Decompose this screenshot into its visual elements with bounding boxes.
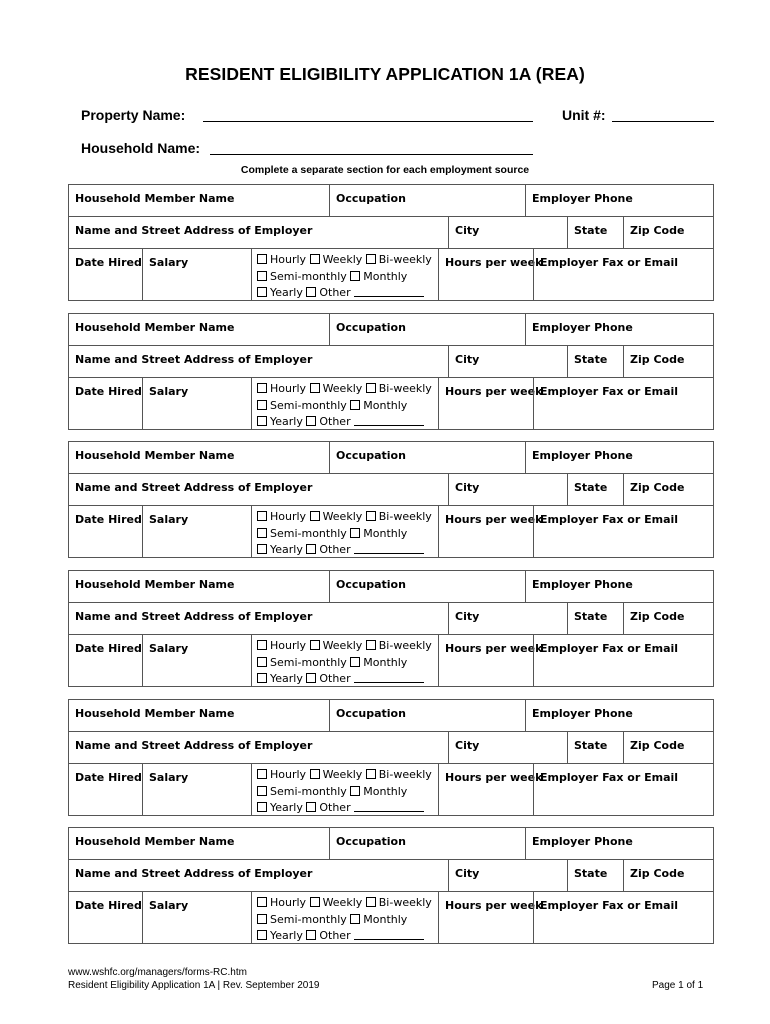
- column-divider: [438, 505, 439, 558]
- column-divider: [251, 377, 252, 430]
- column-divider: [251, 248, 252, 301]
- column-divider: [329, 828, 330, 859]
- row-divider: [69, 473, 713, 474]
- yearly-checkbox[interactable]: [257, 287, 267, 297]
- semimonthly-checkbox[interactable]: [257, 914, 267, 924]
- column-divider: [448, 859, 449, 891]
- weekly-checkbox[interactable]: [310, 254, 320, 264]
- monthly-checkbox[interactable]: [350, 786, 360, 796]
- monthly-checkbox[interactable]: [350, 271, 360, 281]
- column-divider: [448, 345, 449, 377]
- zip-code-cell[interactable]: Zip Code: [630, 481, 685, 494]
- column-divider: [533, 891, 534, 944]
- column-divider: [533, 505, 534, 558]
- semimonthly-checkbox[interactable]: [257, 528, 267, 538]
- column-divider: [533, 763, 534, 816]
- biweekly-checkbox[interactable]: [366, 511, 376, 521]
- weekly-label: Weekly: [322, 382, 363, 395]
- zip-code-cell[interactable]: Zip Code: [630, 610, 685, 623]
- row-divider: [69, 634, 713, 635]
- column-divider: [438, 634, 439, 687]
- unit-label: Unit #:: [562, 107, 606, 123]
- hours-per-week-cell[interactable]: Hours per week: [445, 385, 543, 398]
- column-divider: [525, 828, 526, 859]
- other-label: Other: [319, 672, 351, 686]
- other-label: Other: [319, 929, 351, 943]
- date-hired-cell[interactable]: Date Hired: [75, 771, 142, 784]
- employment-section: [68, 570, 714, 687]
- row-divider: [69, 505, 713, 506]
- row-divider: [69, 345, 713, 346]
- semimonthly-checkbox[interactable]: [257, 657, 267, 667]
- monthly-checkbox[interactable]: [350, 400, 360, 410]
- other-checkbox[interactable]: [306, 673, 316, 683]
- pay-frequency-options: [257, 381, 432, 431]
- employer-address-cell[interactable]: Name and Street Address of Employer: [75, 224, 313, 237]
- column-divider: [142, 891, 143, 944]
- column-divider: [142, 377, 143, 430]
- state-cell[interactable]: State: [574, 867, 608, 880]
- biweekly-checkbox[interactable]: [366, 769, 376, 779]
- zip-code-cell[interactable]: Zip Code: [630, 867, 685, 880]
- household-member-name-cell[interactable]: Household Member Name: [75, 449, 235, 462]
- hourly-checkbox[interactable]: [257, 769, 267, 779]
- column-divider: [329, 700, 330, 731]
- monthly-checkbox[interactable]: [350, 528, 360, 538]
- monthly-checkbox[interactable]: [350, 914, 360, 924]
- zip-code-cell[interactable]: Zip Code: [630, 224, 685, 237]
- column-divider: [251, 505, 252, 558]
- employment-section: [68, 184, 714, 301]
- date-hired-cell[interactable]: Date Hired: [75, 513, 142, 526]
- column-divider: [448, 473, 449, 505]
- employment-section: [68, 441, 714, 558]
- employer-address-cell[interactable]: Name and Street Address of Employer: [75, 481, 313, 494]
- hourly-checkbox[interactable]: [257, 511, 267, 521]
- occupation-cell[interactable]: Occupation: [336, 578, 406, 591]
- semimonthly-label: Semi-monthly: [270, 269, 347, 283]
- yearly-checkbox[interactable]: [257, 544, 267, 554]
- date-hired-cell[interactable]: Date Hired: [75, 385, 142, 398]
- other-label: Other: [319, 543, 351, 557]
- occupation-cell[interactable]: Occupation: [336, 835, 406, 848]
- weekly-label: Weekly: [322, 253, 363, 266]
- salary-cell[interactable]: Salary: [149, 256, 189, 269]
- zip-code-cell[interactable]: Zip Code: [630, 739, 685, 752]
- column-divider: [567, 473, 568, 505]
- occupation-cell[interactable]: Occupation: [336, 449, 406, 462]
- employer-address-cell[interactable]: Name and Street Address of Employer: [75, 739, 313, 752]
- semimonthly-checkbox[interactable]: [257, 786, 267, 796]
- state-cell[interactable]: State: [574, 481, 608, 494]
- column-divider: [567, 602, 568, 634]
- yearly-checkbox[interactable]: [257, 673, 267, 683]
- biweekly-label: Bi-weekly: [378, 639, 432, 652]
- other-blank[interactable]: [354, 416, 424, 426]
- yearly-label: Yearly: [270, 929, 303, 943]
- hourly-label: Hourly: [270, 382, 307, 395]
- column-divider: [525, 314, 526, 345]
- other-label: Other: [319, 801, 351, 815]
- column-divider: [329, 571, 330, 602]
- occupation-cell[interactable]: Occupation: [336, 707, 406, 720]
- column-divider: [329, 185, 330, 216]
- column-divider: [142, 634, 143, 687]
- row-divider: [69, 216, 713, 217]
- column-divider: [251, 891, 252, 944]
- state-cell[interactable]: State: [574, 610, 608, 623]
- household-member-name-cell[interactable]: Household Member Name: [75, 707, 235, 720]
- city-cell[interactable]: City: [455, 481, 480, 494]
- employer-phone-cell[interactable]: Employer Phone: [532, 835, 633, 848]
- salary-cell[interactable]: Salary: [149, 771, 189, 784]
- column-divider: [448, 731, 449, 763]
- form-title: RESIDENT ELIGIBILITY APPLICATION 1A (REA): [185, 64, 585, 84]
- hours-per-week-cell[interactable]: Hours per week: [445, 771, 543, 784]
- column-divider: [142, 505, 143, 558]
- employer-address-cell[interactable]: Name and Street Address of Employer: [75, 867, 313, 880]
- occupation-cell[interactable]: Occupation: [336, 192, 406, 205]
- column-divider: [567, 216, 568, 248]
- city-cell[interactable]: City: [455, 610, 480, 623]
- state-cell[interactable]: State: [574, 224, 608, 237]
- pay-frequency-options: [257, 895, 432, 945]
- weekly-label: Weekly: [322, 896, 363, 909]
- employer-fax-email-cell[interactable]: Employer Fax or Email: [540, 385, 679, 398]
- household-member-name-cell[interactable]: Household Member Name: [75, 578, 235, 591]
- column-divider: [567, 345, 568, 377]
- pay-frequency-options: [257, 767, 432, 817]
- pay-frequency-options: [257, 252, 432, 302]
- column-divider: [438, 248, 439, 301]
- column-divider: [448, 216, 449, 248]
- property-name-field[interactable]: [203, 121, 533, 122]
- property-name-label: Property Name:: [81, 107, 186, 123]
- row-divider: [69, 377, 713, 378]
- column-divider: [142, 763, 143, 816]
- column-divider: [251, 763, 252, 816]
- employer-fax-email-cell[interactable]: Employer Fax or Email: [540, 899, 679, 912]
- yearly-label: Yearly: [270, 415, 303, 429]
- biweekly-checkbox[interactable]: [366, 897, 376, 907]
- footer-page: Page 1 of 1: [652, 980, 704, 991]
- weekly-label: Weekly: [322, 639, 363, 652]
- column-divider: [329, 442, 330, 473]
- employer-phone-cell[interactable]: Employer Phone: [532, 707, 633, 720]
- monthly-checkbox[interactable]: [350, 657, 360, 667]
- column-divider: [567, 731, 568, 763]
- biweekly-label: Bi-weekly: [378, 510, 432, 523]
- monthly-label: Monthly: [363, 655, 408, 669]
- date-hired-cell[interactable]: Date Hired: [75, 256, 142, 269]
- column-divider: [438, 891, 439, 944]
- employer-address-cell[interactable]: Name and Street Address of Employer: [75, 353, 313, 366]
- column-divider: [438, 763, 439, 816]
- employer-phone-cell[interactable]: Employer Phone: [532, 449, 633, 462]
- weekly-checkbox[interactable]: [310, 897, 320, 907]
- unit-field[interactable]: [612, 121, 714, 122]
- employer-phone-cell[interactable]: Employer Phone: [532, 192, 633, 205]
- yearly-label: Yearly: [270, 543, 303, 557]
- monthly-label: Monthly: [363, 912, 408, 926]
- occupation-cell[interactable]: Occupation: [336, 321, 406, 334]
- column-divider: [533, 634, 534, 687]
- biweekly-checkbox[interactable]: [366, 254, 376, 264]
- hourly-checkbox[interactable]: [257, 254, 267, 264]
- column-divider: [623, 859, 624, 891]
- date-hired-cell[interactable]: Date Hired: [75, 642, 142, 655]
- other-blank[interactable]: [354, 802, 424, 812]
- column-divider: [533, 248, 534, 301]
- semimonthly-label: Semi-monthly: [270, 526, 347, 540]
- employer-address-cell[interactable]: Name and Street Address of Employer: [75, 610, 313, 623]
- household-member-name-cell[interactable]: Household Member Name: [75, 192, 235, 205]
- column-divider: [525, 185, 526, 216]
- hourly-label: Hourly: [270, 253, 307, 266]
- column-divider: [329, 314, 330, 345]
- city-cell[interactable]: City: [455, 739, 480, 752]
- other-blank[interactable]: [354, 287, 424, 297]
- other-label: Other: [319, 415, 351, 429]
- other-blank[interactable]: [354, 930, 424, 940]
- yearly-checkbox[interactable]: [257, 930, 267, 940]
- hourly-label: Hourly: [270, 768, 307, 781]
- column-divider: [251, 634, 252, 687]
- column-divider: [533, 377, 534, 430]
- city-cell[interactable]: City: [455, 353, 480, 366]
- instruction-note: Complete a separate section for each employment source: [240, 164, 530, 176]
- employer-phone-cell[interactable]: Employer Phone: [532, 321, 633, 334]
- yearly-checkbox[interactable]: [257, 802, 267, 812]
- column-divider: [623, 216, 624, 248]
- household-name-label: Household Name:: [81, 140, 201, 156]
- salary-cell[interactable]: Salary: [149, 513, 189, 526]
- column-divider: [142, 248, 143, 301]
- city-cell[interactable]: City: [455, 867, 480, 880]
- semimonthly-label: Semi-monthly: [270, 784, 347, 798]
- employment-section: [68, 827, 714, 944]
- salary-cell[interactable]: Salary: [149, 899, 189, 912]
- pay-frequency-options: [257, 638, 432, 688]
- column-divider: [525, 571, 526, 602]
- zip-code-cell[interactable]: Zip Code: [630, 353, 685, 366]
- date-hired-cell[interactable]: Date Hired: [75, 899, 142, 912]
- other-checkbox[interactable]: [306, 802, 316, 812]
- weekly-label: Weekly: [322, 510, 363, 523]
- biweekly-label: Bi-weekly: [378, 253, 432, 266]
- salary-cell[interactable]: Salary: [149, 642, 189, 655]
- column-divider: [525, 700, 526, 731]
- other-blank[interactable]: [354, 544, 424, 554]
- yearly-label: Yearly: [270, 286, 303, 300]
- household-name-field[interactable]: [210, 154, 533, 155]
- weekly-checkbox[interactable]: [310, 769, 320, 779]
- hourly-label: Hourly: [270, 896, 307, 909]
- column-divider: [623, 473, 624, 505]
- weekly-checkbox[interactable]: [310, 640, 320, 650]
- semimonthly-checkbox[interactable]: [257, 400, 267, 410]
- city-cell[interactable]: City: [455, 224, 480, 237]
- column-divider: [623, 602, 624, 634]
- employer-fax-email-cell[interactable]: Employer Fax or Email: [540, 513, 679, 526]
- column-divider: [623, 731, 624, 763]
- state-cell[interactable]: State: [574, 353, 608, 366]
- employer-fax-email-cell[interactable]: Employer Fax or Email: [540, 771, 679, 784]
- other-blank[interactable]: [354, 673, 424, 683]
- hours-per-week-cell[interactable]: Hours per week: [445, 899, 543, 912]
- hours-per-week-cell[interactable]: Hours per week: [445, 513, 543, 526]
- weekly-checkbox[interactable]: [310, 511, 320, 521]
- hourly-checkbox[interactable]: [257, 383, 267, 393]
- state-cell[interactable]: State: [574, 739, 608, 752]
- hourly-label: Hourly: [270, 510, 307, 523]
- monthly-label: Monthly: [363, 784, 408, 798]
- semimonthly-checkbox[interactable]: [257, 271, 267, 281]
- monthly-label: Monthly: [363, 269, 408, 283]
- hours-per-week-cell[interactable]: Hours per week: [445, 642, 543, 655]
- household-member-name-cell[interactable]: Household Member Name: [75, 835, 235, 848]
- employer-fax-email-cell[interactable]: Employer Fax or Email: [540, 256, 679, 269]
- column-divider: [438, 377, 439, 430]
- other-checkbox[interactable]: [306, 930, 316, 940]
- column-divider: [448, 602, 449, 634]
- row-divider: [69, 763, 713, 764]
- weekly-label: Weekly: [322, 768, 363, 781]
- row-divider: [69, 731, 713, 732]
- semimonthly-label: Semi-monthly: [270, 398, 347, 412]
- row-divider: [69, 602, 713, 603]
- row-divider: [69, 891, 713, 892]
- biweekly-checkbox[interactable]: [366, 640, 376, 650]
- hourly-label: Hourly: [270, 639, 307, 652]
- column-divider: [525, 442, 526, 473]
- monthly-label: Monthly: [363, 398, 408, 412]
- salary-cell[interactable]: Salary: [149, 385, 189, 398]
- yearly-label: Yearly: [270, 672, 303, 686]
- column-divider: [567, 859, 568, 891]
- semimonthly-label: Semi-monthly: [270, 655, 347, 669]
- other-checkbox[interactable]: [306, 287, 316, 297]
- biweekly-label: Bi-weekly: [378, 768, 432, 781]
- employer-fax-email-cell[interactable]: Employer Fax or Email: [540, 642, 679, 655]
- pay-frequency-options: [257, 509, 432, 559]
- footer-url: www.wshfc.org/managers/forms-RC.htm: [68, 967, 247, 978]
- biweekly-label: Bi-weekly: [378, 382, 432, 395]
- footer-revision: Resident Eligibility Application 1A | Rev. September 2019: [68, 980, 320, 991]
- yearly-checkbox[interactable]: [257, 416, 267, 426]
- monthly-label: Monthly: [363, 526, 408, 540]
- other-checkbox[interactable]: [306, 544, 316, 554]
- yearly-label: Yearly: [270, 801, 303, 815]
- weekly-checkbox[interactable]: [310, 383, 320, 393]
- hourly-checkbox[interactable]: [257, 897, 267, 907]
- employment-section: [68, 313, 714, 430]
- biweekly-label: Bi-weekly: [378, 896, 432, 909]
- employment-section: [68, 699, 714, 816]
- semimonthly-label: Semi-monthly: [270, 912, 347, 926]
- employer-phone-cell[interactable]: Employer Phone: [532, 578, 633, 591]
- row-divider: [69, 859, 713, 860]
- hours-per-week-cell[interactable]: Hours per week: [445, 256, 543, 269]
- column-divider: [623, 345, 624, 377]
- biweekly-checkbox[interactable]: [366, 383, 376, 393]
- hourly-checkbox[interactable]: [257, 640, 267, 650]
- other-label: Other: [319, 286, 351, 300]
- household-member-name-cell[interactable]: Household Member Name: [75, 321, 235, 334]
- row-divider: [69, 248, 713, 249]
- other-checkbox[interactable]: [306, 416, 316, 426]
